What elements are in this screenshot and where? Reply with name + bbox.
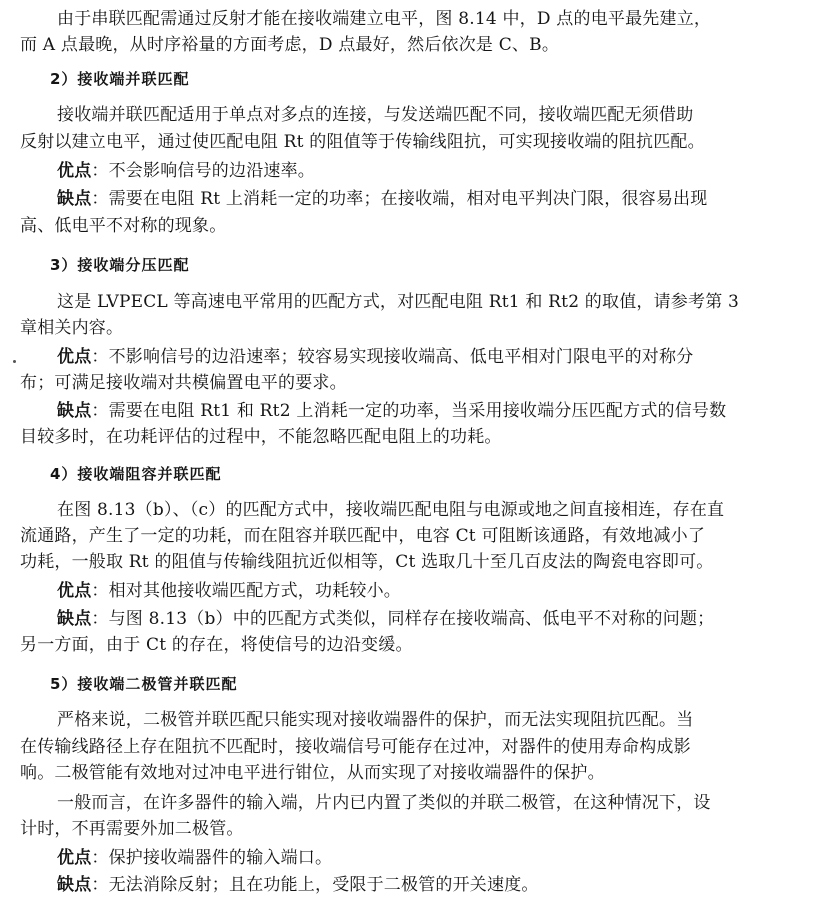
section-heading-divider-match: 3）接收端分压匹配: [50, 256, 190, 274]
disadvantage-line: [57, 874, 821, 896]
disadvantage-text: ：需要在电阻 Rt1 和 Rt2 上消耗一定的功率，当采用接收端分压匹配方式的信号数: [91, 401, 727, 421]
paragraph-line: 一般而言，在许多器件的输入端，片内已内置了类似的并联二极管，在这种情况下，设: [57, 793, 711, 813]
advantage-text: ：相对其他接收端匹配方式，功耗较小。: [91, 581, 402, 601]
disadvantage-line: [57, 188, 821, 210]
paragraph-line: 接收端并联匹配适用于单点对多点的连接，与发送端匹配不同，接收端匹配无须借助: [57, 105, 694, 125]
disadvantage-line: [57, 608, 821, 630]
advantage-text: ：不会影响信号的边沿速率。: [91, 161, 316, 181]
paragraph-line: 反射以建立电平，通过使匹配电阻 Rt 的阻值等于传输线阻抗，可实现接收端的阻抗匹配。: [20, 132, 705, 152]
paragraph-line: 流通路，产生了一定的功耗，而在阻容并联匹配中，电容 Ct 可阻断该通路，有效地减小了: [20, 526, 706, 546]
advantage-line: [57, 580, 821, 602]
advantage-text: ：不影响信号的边沿速率；较容易实现接收端高、低电平相对门限电平的对称分: [91, 347, 694, 367]
advantage-line: [57, 160, 821, 182]
scan-speck: [13, 360, 16, 363]
advantage-label: 优点: [57, 347, 92, 367]
paragraph-line: 布；可满足接收端对共模偏置电平的要求。: [20, 373, 347, 393]
disadvantage-label: 缺点: [57, 401, 92, 421]
disadvantage-text: ：与图 8.13（b）中的匹配方式类似，同样存在接收端高、低电平不对称的问题；: [91, 609, 715, 629]
paragraph-line: 严格来说，二极管并联匹配只能实现对接收端器件的保护，而无法实现阻抗匹配。当: [57, 710, 694, 730]
advantage-label: 优点: [57, 161, 92, 181]
advantage-label: 优点: [57, 581, 92, 601]
intro-line-2: 而 A 点最晚，从时序裕量的方面考虑，D 点最好，然后依次是 C、B。: [20, 35, 560, 55]
advantage-label: 优点: [57, 848, 92, 868]
disadvantage-text: ：无法消除反射；且在功能上，受限于二极管的开关速度。: [91, 875, 539, 895]
advantage-line: [57, 346, 821, 368]
paragraph-line: 在图 8.13（b）、（c）的匹配方式中，接收端匹配电阻与电源或地之间直接相连，存在直: [57, 500, 725, 520]
disadvantage-label: 缺点: [57, 875, 92, 895]
section-heading-diode-match: 5）接收端二极管并联匹配: [50, 675, 238, 693]
disadvantage-label: 缺点: [57, 189, 92, 209]
paragraph-line: 在传输线路径上存在阻抗不匹配时，接收端信号可能存在过冲，对器件的使用寿命构成影: [20, 737, 691, 757]
paragraph-line: 高、低电平不对称的现象。: [20, 216, 227, 236]
disadvantage-text: ：需要在电阻 Rt 上消耗一定的功率；在接收端，相对电平判决门限，很容易出现: [91, 189, 708, 209]
paragraph-line: 计时，不再需要外加二极管。: [20, 819, 244, 839]
paragraph-line: 章相关内容。: [20, 318, 124, 338]
advantage-text: ：保护接收端器件的输入端口。: [91, 848, 333, 868]
disadvantage-label: 缺点: [57, 609, 92, 629]
disadvantage-line: [57, 400, 821, 422]
paragraph-line: 这是 LVPECL 等高速电平常用的匹配方式，对匹配电阻 Rt1 和 Rt2 的取值，请参考第 3: [57, 292, 740, 312]
paragraph-line: 目较多时，在功耗评估的过程中，不能忽略匹配电阻上的功耗。: [20, 427, 502, 447]
paragraph-line: 功耗，一般取 Rt 的阻值与传输线阻抗近似相等，Ct 选取几十至几百皮法的陶瓷电容即可。: [20, 552, 714, 572]
advantage-line: [57, 847, 821, 869]
paragraph-line: 响。二极管能有效地对过冲电平进行钳位，从而实现了对接收端器件的保护。: [20, 763, 605, 783]
section-heading-rc-match: 4）接收端阻容并联匹配: [50, 465, 222, 483]
paragraph-line: 另一方面，由于 Ct 的存在，将使信号的边沿变缓。: [20, 635, 413, 655]
intro-line-1: 由于串联匹配需通过反射才能在接收端建立电平，图 8.14 中，D 点的电平最先建立，: [57, 9, 712, 29]
section-heading-parallel-match: 2）接收端并联匹配: [50, 70, 190, 88]
